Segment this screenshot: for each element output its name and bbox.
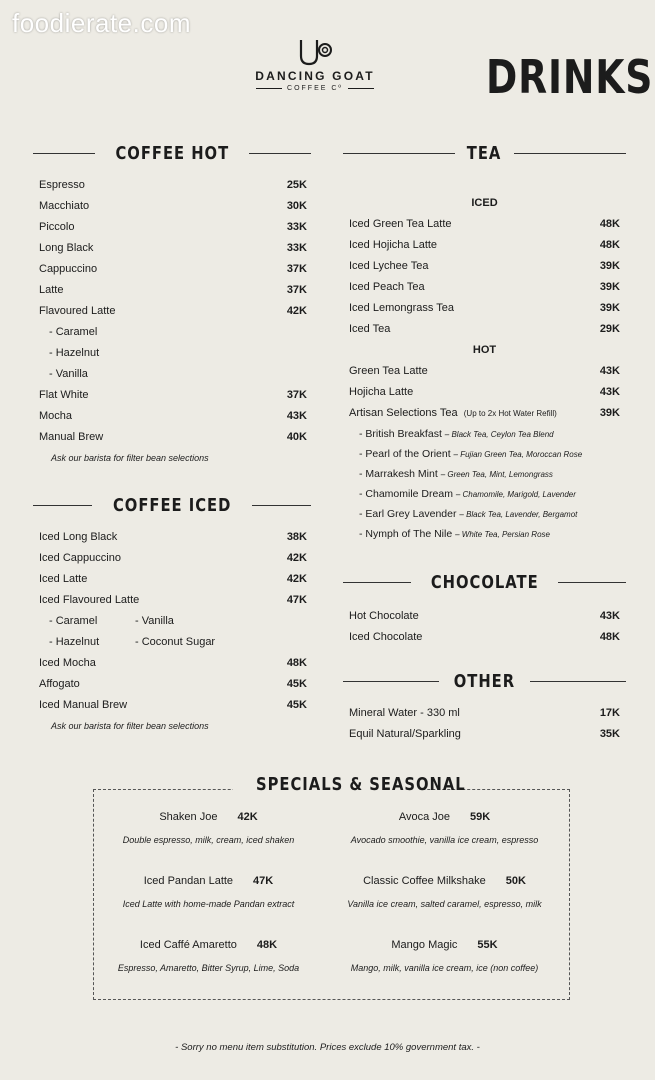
section-header <box>33 495 311 516</box>
item-name: Iced Cappuccino <box>39 552 121 564</box>
item-name: Long Black <box>39 242 94 254</box>
blend-detail: – Black Tea, Lavender, Bergamot <box>459 510 578 519</box>
special-item <box>337 939 552 973</box>
menu-item <box>39 175 307 196</box>
item-price: 50K <box>505 875 526 887</box>
coffee-iced-section <box>33 495 311 516</box>
menu-item <box>349 403 620 424</box>
blend-detail: – Chamomile, Marigold, Lavender <box>455 490 576 499</box>
tea-blend <box>349 484 620 504</box>
menu-item <box>349 319 620 340</box>
coffee-hot-list <box>39 175 307 468</box>
blend-name: - Marrakesh Mint <box>359 468 438 480</box>
flavour-item: - Vanilla <box>135 615 174 627</box>
tea-blend <box>349 504 620 524</box>
section-title: CHOCOLATE <box>430 572 539 593</box>
menu-item <box>349 214 620 235</box>
menu-item <box>39 280 307 301</box>
item-name: Mango Magic <box>391 939 458 951</box>
menu-item <box>39 238 307 259</box>
item-price: 42K <box>286 573 307 585</box>
coffee-iced-list <box>39 527 307 736</box>
item-description: Espresso, Amaretto, Bitter Syrup, Lime, Soda <box>117 963 300 973</box>
menu-item <box>349 235 620 256</box>
item-name: Equil Natural/Sparkling <box>349 728 461 740</box>
watermark: foodierate.com <box>12 8 191 38</box>
blend-name: - British Breakfast <box>359 428 442 440</box>
menu-item <box>349 627 620 648</box>
item-price: 39K <box>599 281 620 293</box>
item-name: Iced Latte <box>39 573 88 585</box>
footer-note: - Sorry no menu item substitution. Prices exclude 10% government tax. - <box>175 1042 480 1053</box>
item-price: 39K <box>599 260 620 272</box>
section-header <box>343 671 626 692</box>
flavour-item: - Caramel <box>49 615 98 627</box>
item-name: Iced Flavoured Latte <box>39 594 140 606</box>
item-name: Espresso <box>39 179 85 191</box>
coffee-hot-section <box>33 143 311 164</box>
flavour-row <box>39 611 307 632</box>
item-description: Avocado smoothie, vanilla ice cream, espresso <box>350 835 539 845</box>
item-name: Manual Brew <box>39 431 104 443</box>
item-price: 43K <box>286 410 307 422</box>
item-name: Iced Green Tea Latte <box>349 218 452 230</box>
other-list <box>349 703 620 745</box>
item-price: 25K <box>286 179 307 191</box>
refill-note: (Up to 2x Hot Water Refill) <box>463 409 557 418</box>
item-name: Iced Lemongrass Tea <box>349 302 454 314</box>
item-name: Macchiato <box>39 200 90 212</box>
item-name: Piccolo <box>39 221 75 233</box>
item-name: Green Tea Latte <box>349 365 428 377</box>
flavour-item: - Hazelnut <box>49 347 100 359</box>
special-item <box>337 875 552 909</box>
menu-item <box>39 427 307 448</box>
blend-detail: – Fujian Green Tea, Moroccan Rose <box>453 450 583 459</box>
section-title: COFFEE ICED <box>112 495 232 516</box>
menu-item <box>39 301 307 322</box>
item-name: Avoca Joe <box>398 811 450 823</box>
special-item <box>337 811 552 845</box>
menu-item <box>39 406 307 427</box>
item-price: 33K <box>286 221 307 233</box>
other-section <box>343 671 626 692</box>
item-description: Double espresso, milk, cream, iced shaken <box>122 835 295 845</box>
menu-item <box>39 385 307 406</box>
menu-item <box>39 653 307 674</box>
special-item <box>101 939 316 973</box>
menu-item <box>39 217 307 238</box>
item-name: Iced Tea <box>349 323 391 335</box>
menu-item <box>349 382 620 403</box>
item-price: 37K <box>286 284 307 296</box>
item-price: 38K <box>286 531 307 543</box>
item-name: Flat White <box>39 389 89 401</box>
menu-item <box>39 196 307 217</box>
flavour-row <box>39 632 307 653</box>
item-price: 48K <box>599 239 620 251</box>
item-name: Iced Caffé Amaretto <box>139 939 237 951</box>
item-name: Iced Chocolate <box>349 631 423 643</box>
menu-item <box>39 259 307 280</box>
item-price: 29K <box>599 323 620 335</box>
item-price: 40K <box>286 431 307 443</box>
item-name: Mocha <box>39 410 73 422</box>
brand-name: DANCING GOAT <box>255 69 375 83</box>
specials-list <box>93 789 570 1000</box>
item-price: 47K <box>253 875 274 887</box>
blend-name: - Pearl of the Orient <box>359 448 451 460</box>
item-name: Iced Lychee Tea <box>349 260 429 272</box>
item-name: Iced Long Black <box>39 531 118 543</box>
special-item <box>101 811 316 845</box>
coffee-cup-icon <box>295 38 335 68</box>
item-price: 37K <box>286 389 307 401</box>
item-name: Shaken Joe <box>159 811 218 823</box>
item-name: Iced Peach Tea <box>349 281 425 293</box>
tea-section <box>343 143 626 164</box>
menu-item <box>39 695 307 716</box>
item-name: Hojicha Latte <box>349 386 414 398</box>
blend-detail: – White Tea, Persian Rose <box>455 530 550 539</box>
brand-logo <box>240 38 390 92</box>
section-title: COFFEE HOT <box>115 143 229 164</box>
item-price: 48K <box>599 218 620 230</box>
menu-item <box>349 361 620 382</box>
iced-subheading: ICED <box>471 197 498 209</box>
item-name: Iced Hojicha Latte <box>349 239 438 251</box>
item-price: 43K <box>599 365 620 377</box>
menu-item <box>349 277 620 298</box>
item-name: Hot Chocolate <box>349 610 419 622</box>
section-header <box>343 572 626 593</box>
item-price: 39K <box>599 407 620 419</box>
item-price: 42K <box>237 811 258 823</box>
blend-detail: – Black Tea, Ceylon Tea Blend <box>444 430 554 439</box>
item-price: 48K <box>286 657 307 669</box>
flavour-item: - Caramel <box>49 326 98 338</box>
menu-item <box>39 674 307 695</box>
note: Ask our barista for filter bean selections <box>51 453 209 463</box>
item-price: 35K <box>599 728 620 740</box>
item-name: Artisan Selections Tea <box>349 407 458 419</box>
hot-subheading: HOT <box>472 344 497 356</box>
blend-name: - Earl Grey Lavender <box>359 508 457 520</box>
item-price: 47K <box>286 594 307 606</box>
menu-item <box>39 548 307 569</box>
menu-item <box>349 256 620 277</box>
specials-title: SPECIALS & SEASONAL <box>256 774 466 795</box>
menu-item <box>349 703 620 724</box>
note: Ask our barista for filter bean selections <box>51 721 209 731</box>
item-name: Flavoured Latte <box>39 305 116 317</box>
item-price: 59K <box>469 811 491 823</box>
item-price: 30K <box>286 200 307 212</box>
page-title: DRINKS <box>486 50 654 104</box>
blend-name: - Chamomile Dream <box>359 488 453 500</box>
tea-blend <box>349 444 620 464</box>
flavour-item: - Vanilla <box>49 368 88 380</box>
flavour-item: - Hazelnut <box>49 636 100 648</box>
item-description: Vanilla ice cream, salted caramel, espresso, milk <box>347 899 542 909</box>
menu-item <box>349 298 620 319</box>
tea-blend <box>349 464 620 484</box>
item-price: 43K <box>599 386 620 398</box>
menu-item <box>39 527 307 548</box>
item-price: 45K <box>286 678 307 690</box>
section-header <box>343 143 626 164</box>
flavour-item: - Coconut Sugar <box>135 636 216 648</box>
item-price: 48K <box>256 939 278 951</box>
section-header <box>33 143 311 164</box>
item-description: Mango, milk, vanilla ice cream, ice (non coffee) <box>350 963 539 973</box>
item-price: 17K <box>599 707 620 719</box>
section-title: TEA <box>467 143 502 164</box>
item-price: 42K <box>286 552 307 564</box>
item-name: Affogato <box>39 678 80 690</box>
chocolate-section <box>343 572 626 593</box>
tea-blend <box>349 424 620 444</box>
special-item <box>101 875 316 909</box>
item-price: 42K <box>286 305 307 317</box>
menu-item <box>349 606 620 627</box>
item-name: Mineral Water - 330 ml <box>349 707 460 719</box>
tea-blend <box>349 524 620 544</box>
blend-name: - Nymph of The Nile <box>359 528 453 540</box>
item-name: Iced Mocha <box>39 657 96 669</box>
item-price: 45K <box>286 699 307 711</box>
chocolate-list <box>349 606 620 648</box>
tea-list <box>349 193 620 544</box>
item-price: 55K <box>477 939 498 951</box>
item-name: Classic Coffee Milkshake <box>363 875 486 887</box>
item-price: 39K <box>599 302 620 314</box>
item-price: 43K <box>599 610 620 622</box>
brand-sub: COFFEE Cº <box>240 85 390 92</box>
item-price: 33K <box>286 242 307 254</box>
item-name: Latte <box>39 284 64 296</box>
section-title: OTHER <box>453 671 516 692</box>
item-price: 37K <box>286 263 307 275</box>
item-price: 48K <box>599 631 620 643</box>
menu-item <box>349 724 620 745</box>
blend-detail: – Green Tea, Mint, Lemongrass <box>440 470 553 479</box>
menu-item <box>39 569 307 590</box>
menu-item <box>39 590 307 611</box>
item-name: Iced Pandan Latte <box>143 875 234 887</box>
item-name: Iced Manual Brew <box>39 699 128 711</box>
item-name: Cappuccino <box>39 263 98 275</box>
item-description: Iced Latte with home-made Pandan extract <box>122 899 295 909</box>
